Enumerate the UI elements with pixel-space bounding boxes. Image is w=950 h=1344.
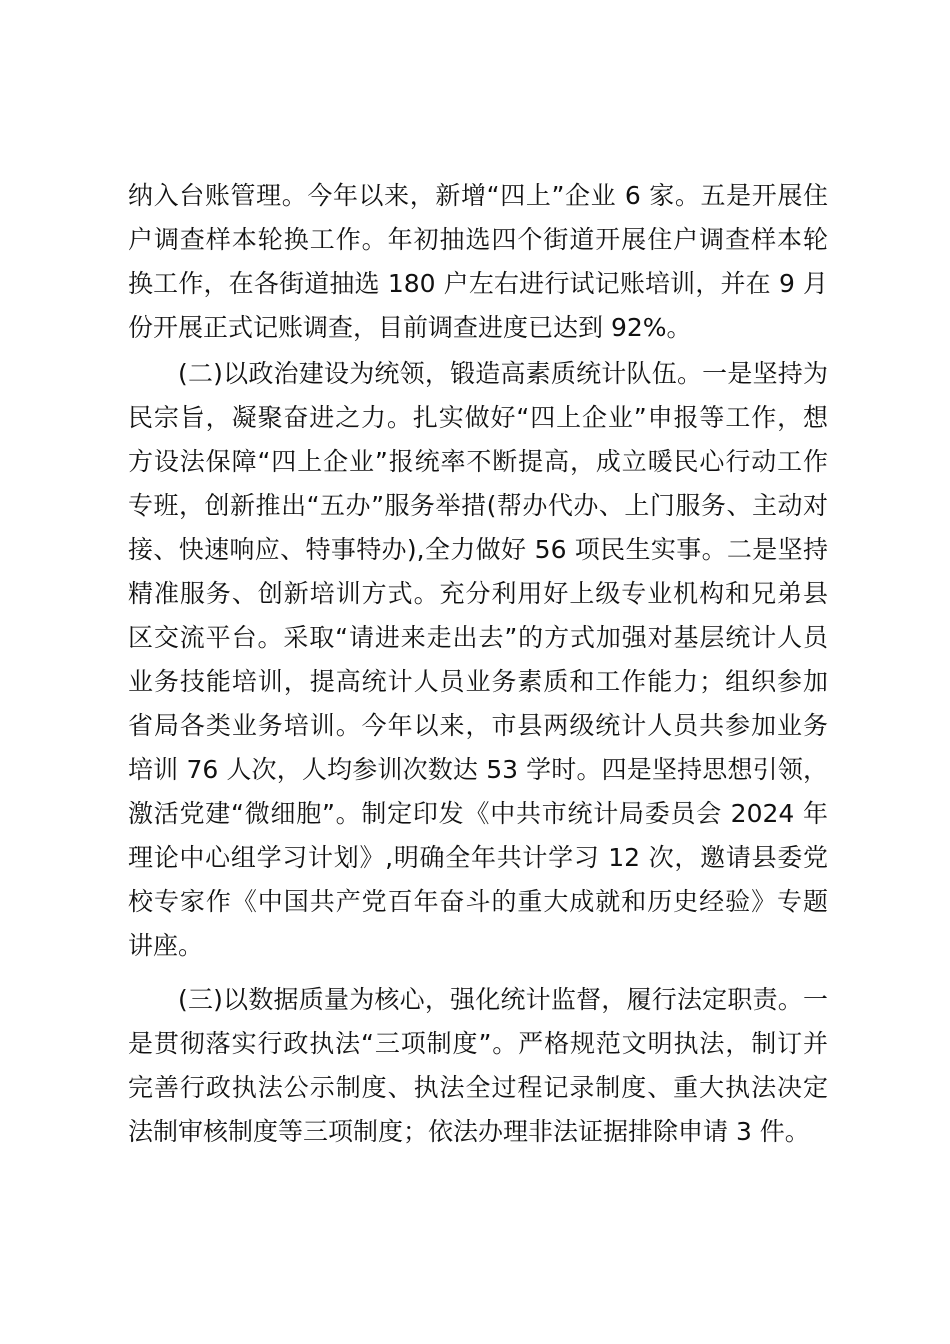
text-line: 区交流平台。采取“请进来走出去”的方式加强对基层统计人员	[128, 623, 828, 652]
section-heading-line: (二)以政治建设为统领，锻造高素质统计队伍。一是坚持为	[178, 359, 828, 388]
text-line: 方设法保障“四上企业”报统率不断提高，成立暖民心行动工作	[128, 447, 828, 476]
paragraph-section-3	[128, 978, 828, 1154]
text-line: 业务技能培训，提高统计人员业务素质和工作能力；组织参加	[128, 667, 828, 696]
text-line: 法制审核制度等三项制度；依法办理非法证据排除申请 3 件。	[128, 1117, 810, 1146]
text-line: 理论中心组学习计划》,明确全年共计学习 12 次，邀请县委党	[128, 843, 828, 872]
text-line: 讲座。	[128, 931, 204, 960]
text-line: 纳入台账管理。今年以来，新增“四上”企业 6 家。五是开展住	[128, 181, 828, 210]
paragraph-continued	[128, 174, 828, 350]
paragraph-section-2	[128, 352, 828, 968]
text-line: 换工作，在各街道抽选 180 户左右进行试记账培训，并在 9 月	[128, 269, 828, 298]
text-line: 民宗旨，凝聚奋进之力。扎实做好“四上企业”申报等工作，想	[128, 403, 828, 432]
text-line: 校专家作《中国共产党百年奋斗的重大成就和历史经验》专题	[128, 887, 828, 916]
text-line: 激活党建“微细胞”。制定印发《中共市统计局委员会 2024 年	[128, 799, 828, 828]
text-line: 接、快速响应、特事特办),全力做好 56 项民生实事。二是坚持	[128, 535, 828, 564]
section-heading-line: (三)以数据质量为核心，强化统计监督，履行法定职责。一	[178, 985, 828, 1014]
text-line: 户调查样本轮换工作。年初抽选四个街道开展住户调查样本轮	[128, 225, 828, 254]
text-line: 是贯彻落实行政执法“三项制度”。严格规范文明执法，制订并	[128, 1029, 828, 1058]
text-line: 完善行政执法公示制度、执法全过程记录制度、重大执法决定	[128, 1073, 828, 1102]
text-line: 专班，创新推出“五办”服务举措(帮办代办、上门服务、主动对	[128, 491, 828, 520]
text-line: 份开展正式记账调查，目前调查进度已达到 92%。	[128, 313, 692, 342]
text-line: 精准服务、创新培训方式。充分利用好上级专业机构和兄弟县	[128, 579, 828, 608]
text-line: 省局各类业务培训。今年以来，市县两级统计人员共参加业务	[128, 711, 828, 740]
text-line: 培训 76 人次，人均参训次数达 53 学时。四是坚持思想引领，	[128, 755, 828, 784]
